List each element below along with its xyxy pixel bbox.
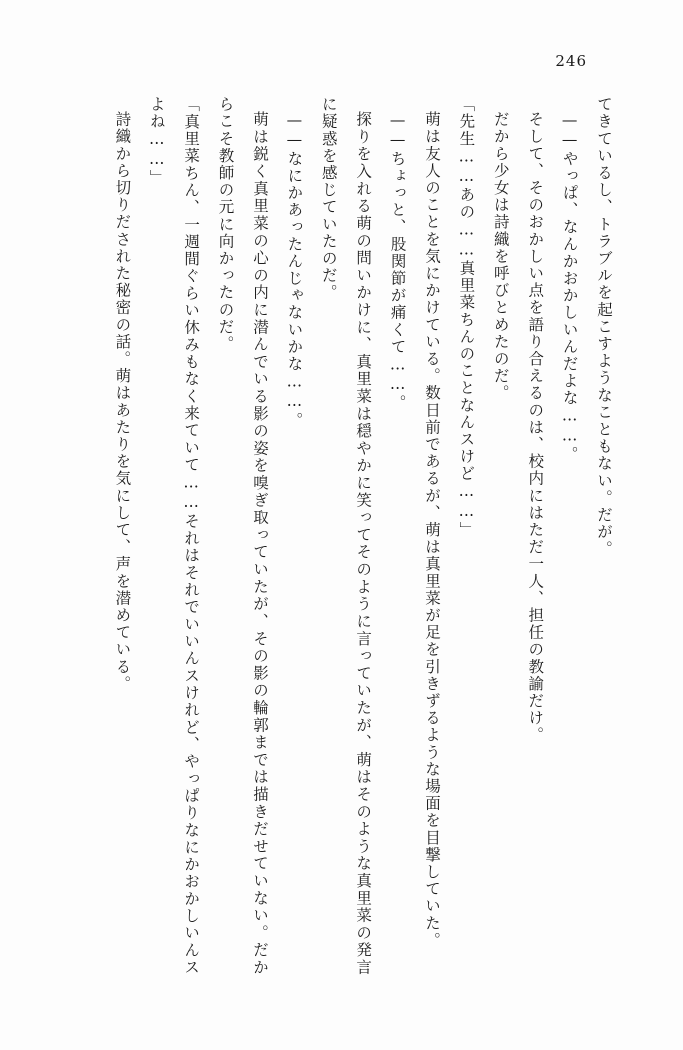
paragraph: そして、そのおかしい点を語り合えるのは、校内にはただ一人、担任の教諭だけ。 [526, 111, 545, 744]
paragraph: 「先生……あの……真里菜ちんのことなんスけど……」 [457, 96, 476, 539]
paragraph: てきているし、トラブルを起こすようなこともない。だが。 [595, 96, 613, 558]
paragraph: 「真里菜ちん、一週間ぐらい休みもなく来ていて……それはそれでいいんスけれど、やっぱりなにかおかしいんスよね……」 [147, 96, 201, 976]
page-body-text [56, 96, 621, 976]
paragraph: 萌は鋭く真里菜の心の内に潜んでいる影の姿を嗅ぎ取っていたが、その影の輪郭までは描きだせていない。だからこそ教師の元に向かったのだ。 [216, 96, 269, 976]
page-number: 246 [555, 52, 587, 70]
paragraph: ——やっぱ、なんかおかしいんだよな……。 [560, 111, 579, 463]
paragraph: 探りを入れる萌の問いかけに、真里菜は穏やかに笑ってそのように言っていたが、萌はそのような真里菜の発言に疑惑を感じていたのだ。 [319, 96, 373, 976]
paragraph: ——ちょっと、股関節が痛くて……。 [388, 111, 407, 412]
paragraph: 詩織から切りだされた秘密の話。萌はあたりを気にして、声を潜めている。 [113, 111, 132, 693]
paragraph: ——なにかあったんじゃないかな……。 [285, 111, 304, 429]
paragraph: 萌は友人のことを気にかけている。数日前であるが、萌は真里菜が足を引きずるような場面を目撃していた。 [422, 111, 441, 949]
paragraph: だから少女は詩織を呼びとめたのだ。 [491, 111, 510, 402]
